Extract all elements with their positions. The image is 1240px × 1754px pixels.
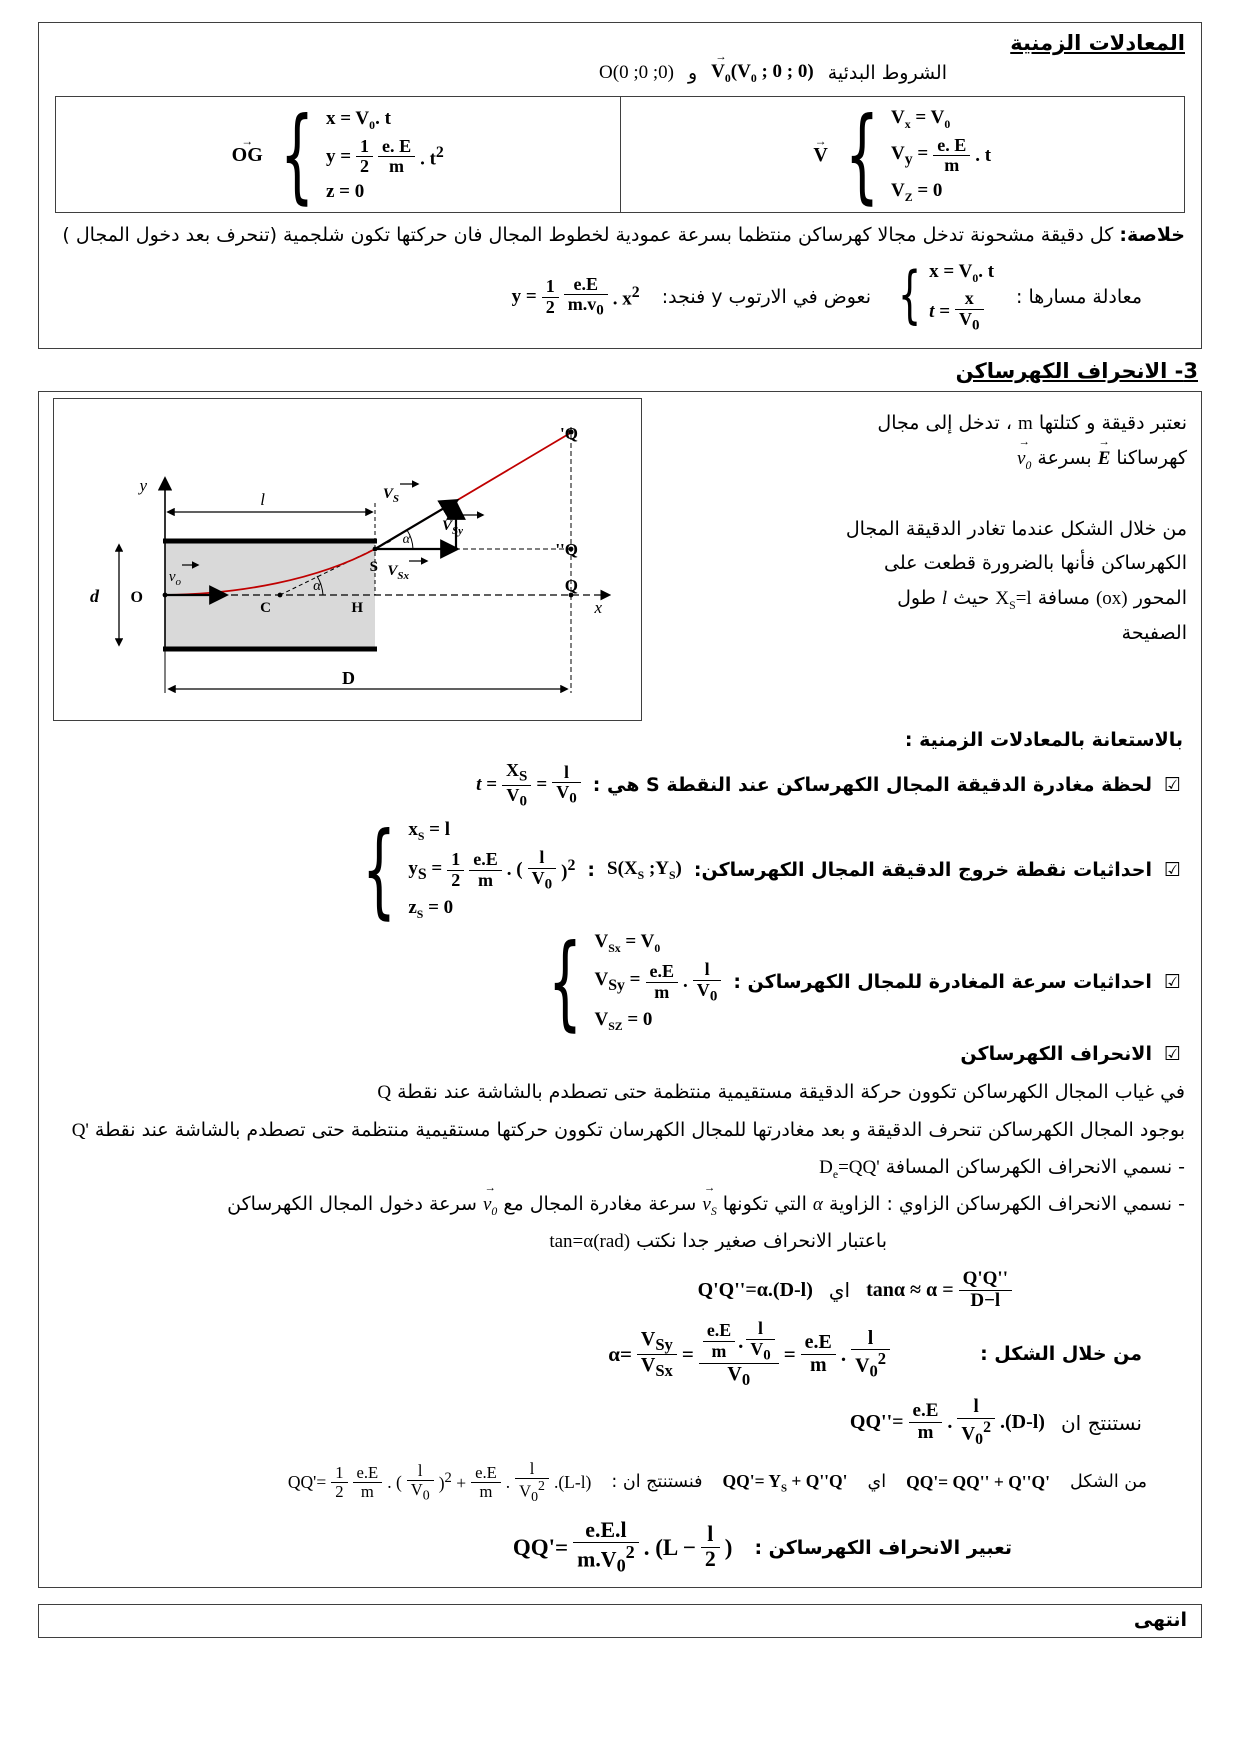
paragraph-text: التي تكونها — [722, 1192, 807, 1215]
math-token: = — [536, 774, 548, 796]
fraction-numerator: 1 — [545, 276, 555, 297]
fraction-denominator: $V_0$ — [693, 980, 722, 1005]
fraction — [331, 1464, 347, 1501]
trajectory-label: معادلة مسارها : — [1016, 286, 1142, 309]
math-token: . — [947, 1411, 953, 1433]
item-label: احداثيات نقطة خروج الدقيقة المجال الكهرساكن: — [693, 859, 1152, 882]
math-token: α= — [608, 1341, 632, 1366]
fraction — [801, 1332, 836, 1376]
system-brace: { — [844, 95, 879, 215]
system-brace: { — [279, 95, 314, 215]
fraction-numerator: e.E — [649, 961, 675, 982]
equation-line — [929, 289, 983, 333]
og-vector-symbol: OG → — [232, 144, 263, 167]
math-token: QQ''= — [849, 1411, 904, 1433]
plate-length-label: l — [260, 489, 265, 509]
paragraph-text: - نسمي الانحراف الكهرساكن الزاوي : الزاوية — [828, 1192, 1185, 1215]
section1-title-row — [55, 31, 1185, 55]
fraction-denominator: m — [646, 982, 679, 1002]
fraction — [353, 1464, 383, 1501]
alpha-ratio-equation — [608, 1319, 890, 1389]
fraction-denominator: 2 — [701, 1547, 720, 1572]
fraction-numerator: e.E — [804, 1331, 832, 1354]
intro-text: بسرعة — [1037, 446, 1092, 469]
deflection-section — [38, 391, 1202, 1588]
qq-double-prime-line — [53, 1397, 1142, 1448]
mass-symbol: m — [1018, 412, 1033, 434]
equation-line: z = 0 — [325, 180, 365, 202]
fraction — [933, 136, 970, 176]
math-token: $V_y$ = — [891, 142, 929, 168]
fraction-numerator: 1 — [335, 1462, 344, 1482]
fraction-denominator: 2 — [356, 156, 373, 176]
vs-token: $v_S$ → — [702, 1188, 716, 1222]
vs-label: $V_S$ — [382, 485, 399, 505]
equation-line — [326, 137, 444, 177]
fraction — [469, 850, 502, 890]
point-c-label: C — [260, 599, 271, 616]
end-label: انتهى — [1133, 1608, 1187, 1631]
position-system — [231, 95, 444, 215]
initial-conditions-line — [53, 61, 947, 86]
equation-line: $x = V_0$. t — [929, 260, 995, 285]
checkbox-icon: ☑ — [1163, 858, 1181, 881]
equation-line: $V_{Sx} = V_0$ — [594, 931, 661, 956]
we-deduce-label: فنستنتج ان : — [611, 1472, 703, 1493]
fraction-denominator: $V_0^2$ — [515, 1478, 549, 1505]
fraction-numerator: l — [704, 959, 710, 980]
fraction-denominator: $V_0^2$ — [957, 1418, 995, 1448]
trajectory-equation-line — [53, 261, 1142, 334]
checklist-item-exit-velocity — [59, 922, 1181, 1042]
math-token: . $t^2$ — [420, 143, 444, 170]
xs-equals-l-token: $X_S=l$ — [995, 587, 1032, 612]
paragraph-with-field — [55, 1113, 1185, 1148]
intro-paragraph-1 — [857, 406, 1187, 476]
point-s — [373, 546, 378, 551]
fraction-numerator: $X_S$ — [506, 759, 528, 785]
math-token: .(D-l) — [999, 1411, 1045, 1433]
equation-line — [594, 960, 721, 1004]
complex-fraction — [699, 1319, 779, 1389]
complex-fraction-denominator: $V_0$ — [699, 1363, 779, 1389]
intro-text: من خلال الشكل عندما تغادر الدقيقة المجال الكهرساكن فأنها بالضرورة قطعت على المحور — [845, 518, 1187, 609]
fraction-denominator: $V_{Sx}$ — [637, 1354, 677, 1380]
summary-text: كل دقيقة مشحونة تدخل مجالا كهرساكن منتظما بسرعة عمودية لخطوط المجال فان حركتها تكون شلجمية (تنحرف بعد دخول المجال ) — [62, 224, 1114, 247]
qq-double-prime-equation — [850, 1397, 1045, 1448]
final-deflection-expression-line — [53, 1519, 1012, 1577]
exit-time-equation — [476, 761, 581, 810]
fraction — [851, 1328, 890, 1381]
paragraph-text: في غياب المجال الكهرساكن تكوون حركة الدقيقة مستقيمية منتظمة حتى تصطدم بالشاشة عند نقطة — [397, 1081, 1185, 1104]
paragraph-angular-deflection — [55, 1187, 1185, 1222]
fraction — [528, 848, 557, 892]
fraction-numerator: l — [417, 1460, 423, 1480]
figure-and-intro-row — [53, 398, 1187, 721]
math-token: t = — [476, 774, 497, 796]
fraction-denominator: m — [703, 1341, 735, 1361]
math-token: tanα ≈ α = — [866, 1278, 954, 1301]
intro-text: مسافة — [1037, 586, 1090, 609]
time-equations-section — [38, 22, 1202, 349]
qq-ys-sum-token: $QQ'= Y_S + Q''Q'$ — [722, 1470, 848, 1494]
from-figure-word: من الشكل — [1070, 1472, 1147, 1493]
origin-label: O — [130, 588, 143, 606]
paragraph-text: بوجود المجال الكهرساكن تنحرف الدقيقة و بعد مغادرتها للمجال الكهرسان تكوون حركتها مستقيمية منتظمة حتى تصطدم بالشاشة عند نقطة — [94, 1118, 1185, 1141]
fraction-denominator: m — [353, 1482, 383, 1501]
math-token: $y_S$ = — [408, 857, 443, 883]
equation-line — [408, 848, 575, 892]
substitution-system-lines — [929, 261, 994, 334]
equation-line: $x_S = l$ — [408, 819, 450, 844]
fraction-denominator: $V_0$ — [407, 1480, 434, 1503]
equation-line: $V_Z = 0$ — [891, 179, 943, 204]
conjunction-word: و — [687, 62, 698, 85]
that-is-word: اي — [828, 1278, 851, 1303]
fraction — [957, 1397, 995, 1448]
equations-table — [55, 96, 1185, 214]
item-label: الانحراف الكهرساكن — [960, 1043, 1152, 1066]
paragraph-linear-deflection — [55, 1150, 1185, 1185]
math-token: $V_{Sy}$ = — [594, 969, 641, 995]
checklist-item-deflection — [59, 1043, 1181, 1065]
complex-fraction-numerator — [699, 1319, 779, 1363]
exit-point-system — [353, 810, 576, 930]
paragraph-small-angle — [55, 1224, 887, 1259]
fraction-numerator: e.E — [475, 1462, 497, 1482]
qq-product-equation: Q'Q''=α.(D-l) — [697, 1278, 813, 1301]
velocity-system-cell — [620, 97, 1185, 213]
intro-text: كهرساكنا — [1116, 446, 1187, 469]
point-q-double-prime-label: Q'' — [555, 539, 578, 559]
fraction-numerator: 1 — [451, 849, 461, 870]
fraction-denominator: $V_0$ — [502, 785, 531, 810]
fraction — [701, 1523, 720, 1571]
exit-velocity-system — [539, 922, 721, 1042]
deflection-paragraphs — [53, 1075, 1187, 1259]
that-is-word: اي — [867, 1472, 887, 1493]
math-token: y = — [511, 286, 537, 308]
point-s-label: S — [369, 558, 378, 575]
fraction — [356, 137, 373, 177]
math-token: . ( — [506, 859, 523, 881]
fraction-denominator: D−l — [959, 1290, 1012, 1312]
end-section — [38, 1604, 1202, 1638]
system-brace: { — [897, 260, 922, 333]
exit-point-coordinates: $S(X_S$ $;Y_S$) — [607, 858, 682, 882]
math-token: . t — [975, 144, 992, 166]
fraction-numerator: e.E — [573, 274, 599, 294]
fraction-numerator: e.E — [706, 1320, 732, 1341]
item-label: لحظة مغادرة الدقيقة المجال الكهرساكن عند النقطة S هي : — [592, 774, 1152, 797]
exit-velocity-system-lines — [594, 931, 721, 1033]
point-c — [278, 592, 283, 597]
fraction-numerator: e.E — [473, 849, 498, 870]
fraction-denominator: m — [909, 1422, 943, 1444]
origin-point-text: O(0 ;0 ;0) — [599, 62, 674, 84]
math-token: QQ'= — [512, 1534, 569, 1560]
equation-line: $V_x = V_0$ — [891, 106, 951, 131]
alpha-angle-label-c: α — [313, 577, 321, 594]
fraction — [955, 289, 984, 333]
fraction — [515, 1460, 549, 1505]
fraction — [573, 1519, 639, 1577]
fraction-numerator: l — [564, 761, 570, 782]
fraction — [378, 137, 415, 177]
checkbox-icon: ☑ — [1163, 970, 1181, 993]
screen-distance-label: D — [342, 667, 355, 688]
math-token: .(L-l) — [553, 1471, 592, 1492]
fraction-denominator: m — [471, 1482, 501, 1501]
equation-line: $V_{SZ} = 0$ — [594, 1008, 653, 1033]
from-figure-label: من خلال الشكل : — [980, 1343, 1142, 1366]
qq-expanded-equation — [288, 1460, 591, 1505]
fraction — [693, 960, 722, 1004]
alpha-angle-label-s: α — [402, 531, 410, 547]
intro-paragraph-2 — [837, 512, 1187, 650]
fraction-numerator: Q'Q'' — [962, 1268, 1008, 1290]
equation-line: $z_S = 0$ — [408, 896, 454, 921]
fraction — [552, 763, 581, 807]
fraction — [637, 1329, 677, 1380]
point-q-prime-label: Q' — [560, 423, 578, 443]
math-token: . — [840, 1341, 847, 1366]
using-equations-heading: بالاستعانة بالمعادلات الزمنية : — [904, 728, 1183, 751]
intro-text: ، تدخل إلى مجال — [877, 411, 1012, 434]
fraction — [542, 277, 559, 317]
substitution-system — [893, 261, 994, 334]
position-system-lines — [326, 108, 444, 203]
point-q-token: Q — [377, 1082, 392, 1104]
deflection-figure — [55, 399, 641, 715]
fraction-numerator: e.E.l — [585, 1517, 627, 1542]
tan-alpha-equation — [866, 1269, 1012, 1311]
v0-vector-symbol: $V_0$ → — [711, 61, 731, 86]
fraction-numerator: l — [539, 847, 545, 868]
fraction-numerator: l — [529, 1458, 535, 1478]
intro-text: نعتبر دقيقة و كتلتها — [1038, 411, 1187, 434]
exit-point-system-lines — [408, 819, 575, 921]
paragraph-text: باعتبار الانحراف صغير جدا نكتب — [636, 1230, 887, 1253]
section3-heading-row — [42, 359, 1198, 383]
velocity-system-lines — [891, 107, 991, 205]
fraction — [746, 1319, 774, 1363]
fraction-numerator: l — [758, 1318, 764, 1339]
math-token: = — [783, 1341, 796, 1366]
fraction-denominator: $m.v_0$ — [564, 294, 608, 319]
fraction — [703, 1321, 735, 1361]
final-deflection-equation — [513, 1519, 733, 1577]
fraction — [502, 761, 531, 810]
fraction-denominator: m — [469, 870, 502, 890]
intro-text-column — [656, 398, 1187, 650]
plate-length-symbol: l — [941, 587, 948, 609]
fraction-numerator: 1 — [360, 135, 370, 156]
fraction-numerator: x — [964, 288, 974, 309]
fraction — [909, 1401, 943, 1443]
point-q-prime-token: Q' — [71, 1119, 89, 1141]
v0-components: ($V_0$ ; 0 ; 0) — [730, 61, 814, 85]
velocity-vector-symbol: V → — [813, 144, 827, 167]
math-token: )$^2$ + — [438, 1470, 467, 1494]
math-token: . — [505, 1471, 511, 1492]
fraction-denominator: m — [933, 155, 970, 175]
position-system-cell — [56, 97, 620, 213]
fraction-denominator: $V_0$ — [552, 782, 581, 807]
fraction — [407, 1462, 434, 1503]
qq-sum-line — [53, 1460, 1147, 1505]
vsy-label: $V_{Sy}$ — [441, 517, 463, 537]
deflection-diagram — [53, 398, 642, 721]
alpha-token: α — [812, 1193, 823, 1215]
paragraph-text: - نسمي الانحراف الكهرساكن المسافة — [885, 1155, 1185, 1178]
math-token: = — [681, 1341, 694, 1366]
intro-text: حيث — [953, 586, 990, 609]
substitution-text: نعوض في الارتوب y فنجد: — [661, 286, 872, 309]
plate-gap-label: d — [90, 585, 99, 606]
v0-initial-vector — [711, 61, 814, 86]
checkbox-icon: ☑ — [1163, 1042, 1181, 1065]
math-token: QQ'= — [287, 1471, 327, 1492]
fraction-denominator: 2 — [447, 870, 464, 890]
summary-label: خلاصة: — [1119, 224, 1185, 247]
trajectory-equation — [512, 275, 640, 319]
qq-sum-token: QQ'= QQ'' + Q''Q' — [906, 1471, 1051, 1492]
fraction-numerator: e. E — [937, 134, 967, 155]
tan-approx-token: tan=α(rad) — [549, 1231, 631, 1253]
fraction — [564, 275, 608, 319]
math-token: . (L − — [643, 1534, 696, 1560]
checkbox-icon: ☑ — [1163, 773, 1181, 796]
point-h-label: H — [351, 599, 363, 616]
math-token: . — [738, 1328, 744, 1353]
deflection-expression-label: تعبير الانحراف الكهرساكن : — [754, 1536, 1012, 1559]
checklist-item-exit-time — [59, 761, 1181, 810]
fraction — [471, 1464, 501, 1501]
paragraph-text: سرعة مغادرة المجال مع — [503, 1192, 697, 1215]
equation-line: $x = V_0$. t — [325, 108, 391, 132]
math-token: y = — [325, 145, 352, 167]
x-axis-label: x — [594, 597, 602, 617]
fraction-numerator: l — [707, 1522, 714, 1547]
fraction-denominator: $m.V_0^2$ — [573, 1542, 639, 1576]
paragraph-no-field — [55, 1075, 1185, 1110]
fraction-numerator: l — [973, 1396, 979, 1418]
fraction-denominator: m — [801, 1354, 836, 1377]
math-token: )$^2$ — [561, 857, 576, 883]
math-token: . ( — [387, 1471, 402, 1492]
fraction-denominator: 2 — [331, 1482, 347, 1501]
v0-token: $v_0$ → — [483, 1188, 497, 1222]
fraction-numerator: e. E — [382, 135, 412, 156]
v0-label: $v_o$ — [168, 568, 181, 588]
section3-heading: 3- الانحراف الكهرساكن — [955, 358, 1198, 383]
system-brace: { — [548, 922, 583, 1042]
math-token: ) — [724, 1534, 733, 1560]
point-q-label: Q — [564, 575, 578, 595]
math-token: t = — [929, 300, 950, 322]
de-distance-token: $D_e=QQ'$ — [819, 1156, 880, 1181]
we-conclude-label: نستنتج ان — [1060, 1410, 1142, 1435]
intro-text: طول الصفيحة — [897, 586, 1187, 644]
fraction-denominator: $V_0$ — [528, 868, 557, 893]
fraction-numerator: e.E — [912, 1400, 939, 1422]
system-brace: { — [362, 810, 397, 930]
math-token: . — [683, 971, 688, 993]
alpha-from-figure-line — [53, 1319, 1142, 1389]
fraction — [447, 850, 464, 890]
fraction — [959, 1269, 1012, 1311]
point-o — [163, 592, 168, 597]
v0-sym: $v_0$ → — [1017, 442, 1031, 476]
angular-deflection-equation-line — [53, 1269, 1012, 1311]
fraction-denominator: $V_0$ — [955, 309, 984, 334]
ox-axis-token: (ox) — [1095, 587, 1128, 609]
equation-line — [891, 136, 991, 176]
vsx-label: $V_{Sx}$ — [387, 562, 409, 582]
initial-conditions-label: الشروط البدئية — [827, 62, 947, 85]
fraction-denominator: 2 — [542, 297, 559, 317]
summary-paragraph — [55, 219, 1185, 252]
checklist-item-exit-point — [59, 810, 1181, 930]
fraction-denominator: $V_0$ — [746, 1339, 774, 1364]
fraction-numerator: e.E — [356, 1462, 379, 1482]
y-axis-label: y — [139, 475, 147, 495]
fraction-numerator: l — [867, 1326, 874, 1349]
fraction-denominator: $V_0^2$ — [851, 1349, 890, 1381]
fraction-numerator: $V_{Sy}$ — [640, 1327, 673, 1354]
fraction-denominator: m — [378, 156, 415, 176]
paragraph-text: سرعة دخول المجال الكهرساكن — [227, 1192, 477, 1215]
e-field-symbol: E → — [1098, 442, 1111, 476]
velocity-system — [813, 95, 992, 215]
item-label: احداثيات سرعة المغادرة للمجال الكهرساكن : — [733, 971, 1152, 994]
colon-separator: : — [587, 859, 596, 882]
fraction — [646, 962, 679, 1002]
math-token: . $x^2$ — [612, 284, 640, 310]
section1-title: المعادلات الزمنية — [1010, 31, 1185, 55]
